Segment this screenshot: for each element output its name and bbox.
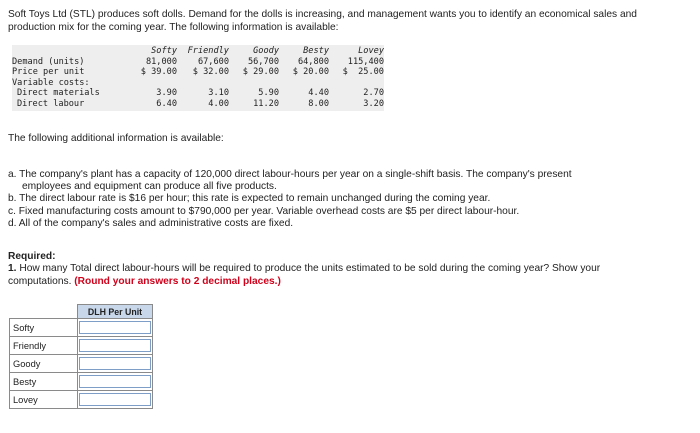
table-row xyxy=(12,57,384,68)
cell-value: 5.90 xyxy=(258,88,279,98)
table-row xyxy=(10,319,153,337)
col-header: Goody xyxy=(253,46,279,56)
row-label: Price per unit xyxy=(12,67,85,77)
table-row xyxy=(12,99,384,110)
cell-value: 3.10 xyxy=(208,88,229,98)
question-body: How many Total direct labour-hours will be required to produce the units estimated to be sold during the coming year? Show your computations. xyxy=(8,263,601,287)
answer-row-label: Goody xyxy=(10,355,78,373)
dlh-input-softy[interactable] xyxy=(79,321,151,334)
answer-row-label: Besty xyxy=(10,373,78,391)
row-label: Demand (units) xyxy=(12,56,85,67)
cell-value: 6.40 xyxy=(156,98,177,109)
cell-value: 64,800 xyxy=(297,56,329,67)
cell-value: $ 32.00 xyxy=(192,67,229,77)
col-header: Softy xyxy=(151,46,177,56)
col-header: Besty xyxy=(303,46,329,56)
cell-value: 115,400 xyxy=(347,56,384,67)
cell-value: 3.20 xyxy=(363,98,384,109)
question-text xyxy=(8,263,658,288)
table-row xyxy=(12,88,384,99)
product-data-table xyxy=(12,45,384,111)
cell-value: 67,600 xyxy=(197,56,229,67)
cell-value: 4.00 xyxy=(208,98,229,109)
cell-value: $ 39.00 xyxy=(140,67,177,77)
additional-info-list xyxy=(8,169,648,230)
row-label: Variable costs: xyxy=(12,77,90,88)
row-label: Direct labour xyxy=(17,98,85,109)
answer-header-row xyxy=(10,305,153,319)
table-row xyxy=(10,355,153,373)
list-item-text: a. The company's plant has a capacity of 120,000 direct labour-hours per year on a single-shift basis. The company's present xyxy=(8,169,572,180)
cell-value: 3.90 xyxy=(156,88,177,98)
dlh-per-unit-header: DLH Per Unit xyxy=(78,305,153,319)
list-item xyxy=(8,206,648,218)
cell-value: 81,000 xyxy=(145,56,177,67)
list-item-text: c. Fixed manufacturing costs amount to $790,000 per year. Variable overhead costs are $5 per direct labour-hour. xyxy=(8,205,520,217)
question-number: 1. xyxy=(8,263,17,274)
dlh-input-goody[interactable] xyxy=(79,357,151,370)
col-header: Friendly xyxy=(187,46,229,56)
table-row xyxy=(12,78,384,89)
intro-paragraph: Soft Toys Ltd (STL) produces soft dolls. Demand for the dolls is increasing, and management wants you to identify an economical sales and production mix for the coming year. The following information is available: xyxy=(8,9,637,33)
list-item xyxy=(8,169,648,193)
rounding-note: (Round your answers to 2 decimal places.) xyxy=(74,275,281,287)
cell-value: 56,700 xyxy=(247,56,279,67)
list-item-continuation: employees and equipment can produce all five products. xyxy=(22,181,277,193)
cell-value: $ 20.00 xyxy=(292,67,329,77)
answer-row-label: Softy xyxy=(10,319,78,337)
list-item xyxy=(8,218,648,230)
answer-row-label: Lovey xyxy=(10,391,78,409)
cell-value: 11.20 xyxy=(253,98,279,109)
table-row xyxy=(12,67,384,78)
table-row xyxy=(10,391,153,409)
dlh-input-besty[interactable] xyxy=(79,375,151,388)
cell-value: $ 25.00 xyxy=(342,67,384,77)
dlh-input-friendly[interactable] xyxy=(79,339,151,352)
cell-value: 8.00 xyxy=(308,98,329,109)
col-header: Lovey xyxy=(358,46,384,56)
answer-row-label: Friendly xyxy=(10,337,78,355)
cell-value: $ 29.00 xyxy=(242,67,279,77)
required-heading: Required: xyxy=(8,251,56,262)
table-row xyxy=(10,337,153,355)
cell-value: 4.40 xyxy=(308,88,329,98)
dlh-input-lovey[interactable] xyxy=(79,393,151,406)
additional-info-heading: The following additional information is available: xyxy=(8,133,224,144)
list-item-text: b. The direct labour rate is $16 per hour; this rate is expected to remain unchanged during the coming year. xyxy=(8,193,491,205)
answer-table xyxy=(9,304,153,409)
table-header-row xyxy=(12,46,384,57)
list-item xyxy=(8,193,648,205)
list-item-text: d. All of the company's sales and administrative costs are fixed. xyxy=(8,217,294,229)
table-row xyxy=(10,373,153,391)
row-label: Direct materials xyxy=(17,88,100,98)
cell-value: 2.70 xyxy=(363,88,384,98)
